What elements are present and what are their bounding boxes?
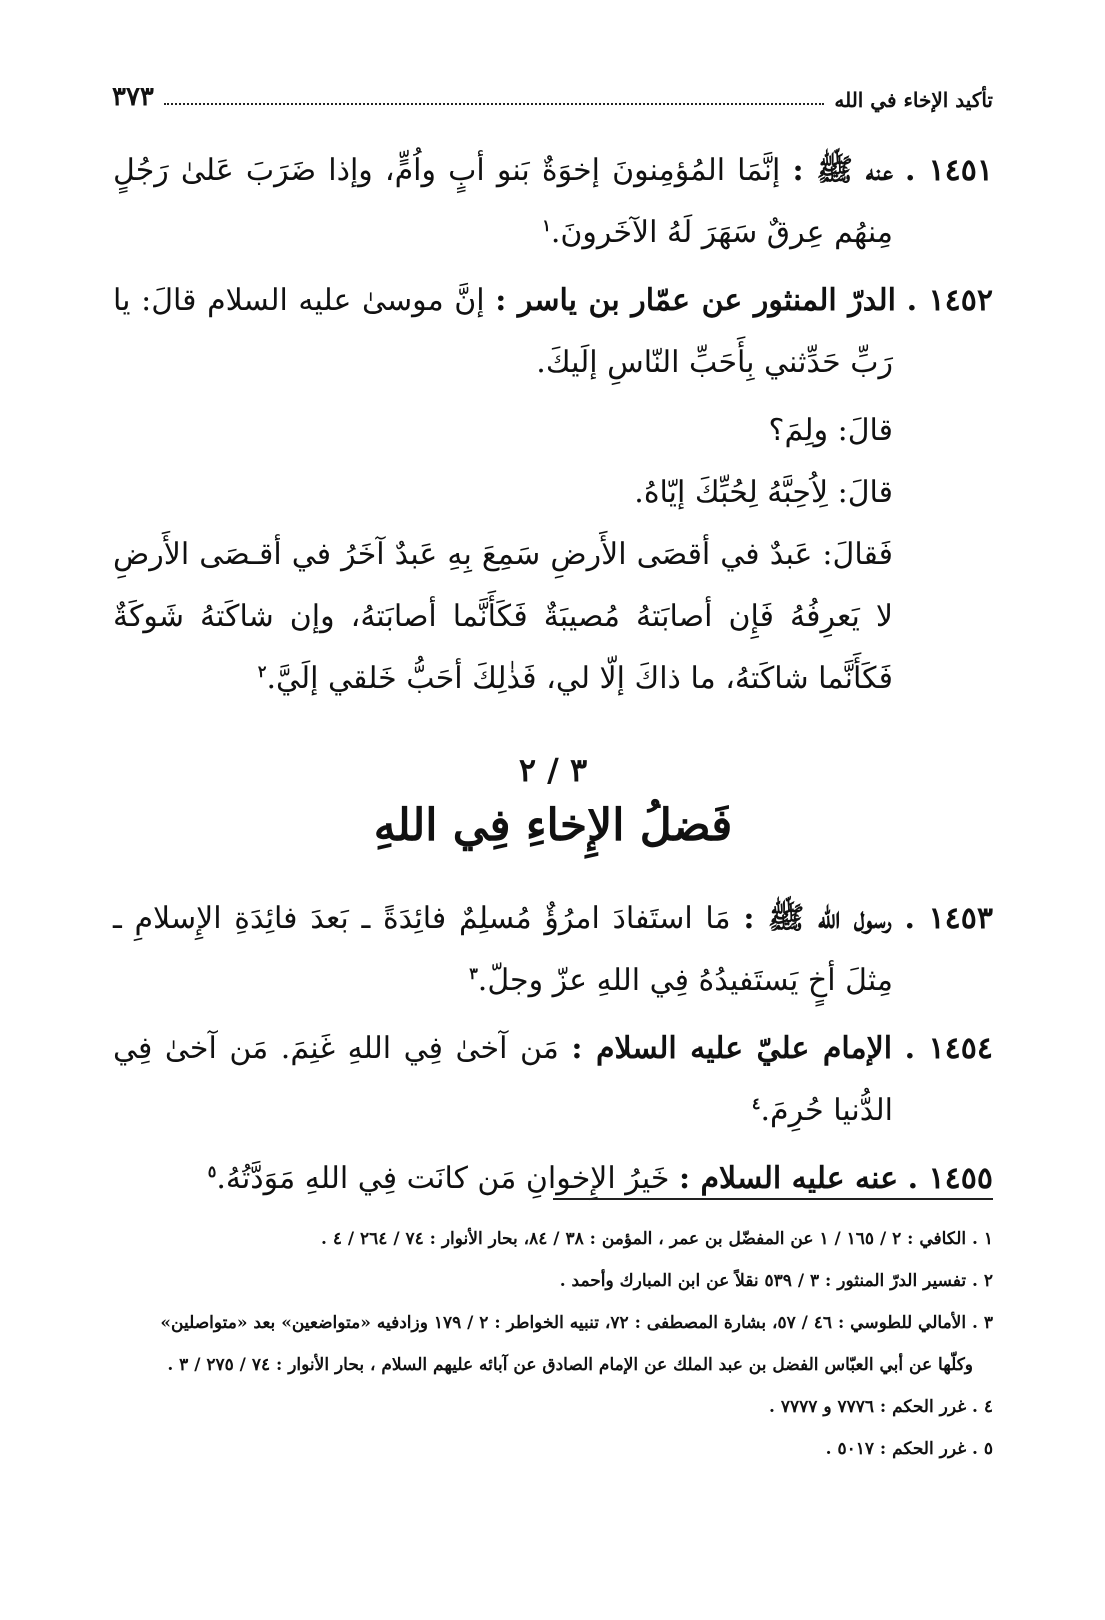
footnote-4: ٤ . غرر الحكم : ٧٧٧٦ و ٧٧٧٧ . [769,1397,993,1417]
entry-number: ١٤٥٣ . [904,901,993,936]
entry-1452-dialog-2: قالَ: لِاُحِبَّهُ لِحُبِّكَ إيّاهُ. [634,475,893,510]
entry-source: عنه عليه السلام : [678,1161,899,1196]
section-heading [113,746,993,858]
entry-source: الدرّ المنثور عن عمّار بن ياسر : [495,283,896,318]
entry-number: ١٤٥٥ . [907,1161,993,1196]
header-dot-leader [164,102,824,105]
entry-text: إنَّمَا المُؤمِنونَ إخوَةٌ بَنو أبٍ واُمٍّ، وإذا ضَرَبَ عَلىٰ رَجُلٍ مِنهُم عِرقٌ سَهَرَ لَهُ الآخَرونَ. [113,153,893,250]
entry-source: عنه ﷺ : [792,153,893,188]
running-header-title: تأكيد الإخاء في الله [834,88,993,112]
main-text [113,140,993,1216]
entry-source: الإمام عليّ عليه السلام : [571,1031,893,1066]
footnote-2: ٢ . تفسير الدرّ المنثور : ٣ / ٥٣٩ نقلاً عن ابن المبارك وأحمد . [559,1271,993,1291]
footnote-ref: ٤ [751,1094,761,1113]
entry-text: فَقالَ: عَبدٌ في أقصَى الأَرضِ سَمِعَ بِهِ عَبدٌ آخَرُ في أقـصَى الأَرضِ لا يَعرِفُهُ فَإِن أصابَتهُ مُصيبَةٌ فَكَأَنَّما أصابَتهُ، وإن شاكَتهُ شَوكَةٌ فَكَأَنَّما شاكَتهُ، ما ذاكَ إلّا لي، فَذٰلِكَ أحَبُّ خَلقي إلَيَّ. [113,537,893,696]
footnote-ref: ٥ [207,1162,217,1181]
footnote-ref: ٢ [257,662,267,681]
footnote-1: ١ . الكافي : ٢ / ١٦٥ / ١ عن المفضّل بن عمر ، المؤمن : ٣٨ / ٨٤، بحار الأنوار : ٧٤ / ٢٦٤ / ٤ . [320,1229,993,1249]
entry-text: إنَّ موسىٰ عليه السلام قالَ: يا رَبِّ حَدِّثني بِأَحَبِّ النّاسِ إلَيكَ. [113,283,893,380]
footnote-ref: ١ [542,216,551,235]
running-header [112,72,993,112]
entry-1454 [113,1018,993,1142]
entry-1452-dialog-3 [113,524,893,710]
footnote-3: ٣ . الأمالي للطوسي : ٤٦ / ٥٧، بشارة المصطفى : ٧٢، تنبيه الخواطر : ٢ / ١٧٩ وزادفيه «متواضعين» بعد «متواصلين» [160,1313,993,1333]
entry-text: مَا استَفادَ امرُؤٌ مُسلِمٌ فائِدَةً ـ بَعدَ فائِدَةِ الإِسلامِ ـ مِثلَ أخٍ يَستَفيدُهُ فِي اللهِ عزّ وجلّ. [113,901,893,998]
footnote-separator [553,1198,993,1200]
section-title: فَضلُ الإِخاءِ فِي اللهِ [373,800,733,851]
footnote-ref: ٣ [469,964,478,983]
entry-source: رسول الله ﷺ : [743,901,892,936]
entry-number: ١٤٥٤ . [904,1031,993,1066]
footnotes [113,1218,993,1470]
entry-1451 [113,140,993,264]
entry-1452 [113,270,993,394]
section-number: ٣ / ٢ [518,751,588,789]
entry-number: ١٤٥١ . [905,153,993,188]
entry-1452-dialog-1: قالَ: ولِمَ؟ [768,413,893,448]
entry-text: خَيرُ الإِخوانِ مَن كانَت فِي اللهِ مَوَدَّتُهُ. [216,1161,670,1196]
entry-1453 [113,888,993,1012]
footnote-3-continued: وكلّها عن أبي العبّاس الفضل بن عبد الملك عن الإمام الصادق عن آبائه عليهم السلام ، بحار الأنوار : ٧٤ / ٢٧٥ / ٣ . [167,1355,973,1375]
entry-number: ١٤٥٢ . [906,283,993,318]
entry-1455 [113,1148,993,1210]
page-number: ٣٧٣ [112,82,154,112]
footnote-5: ٥ . غرر الحكم : ٥٠١٧ . [825,1439,993,1459]
entry-text: مَن آخىٰ فِي اللهِ غَنِمَ. مَن آخىٰ فِي الدُّنيا حُرِمَ. [113,1031,893,1128]
